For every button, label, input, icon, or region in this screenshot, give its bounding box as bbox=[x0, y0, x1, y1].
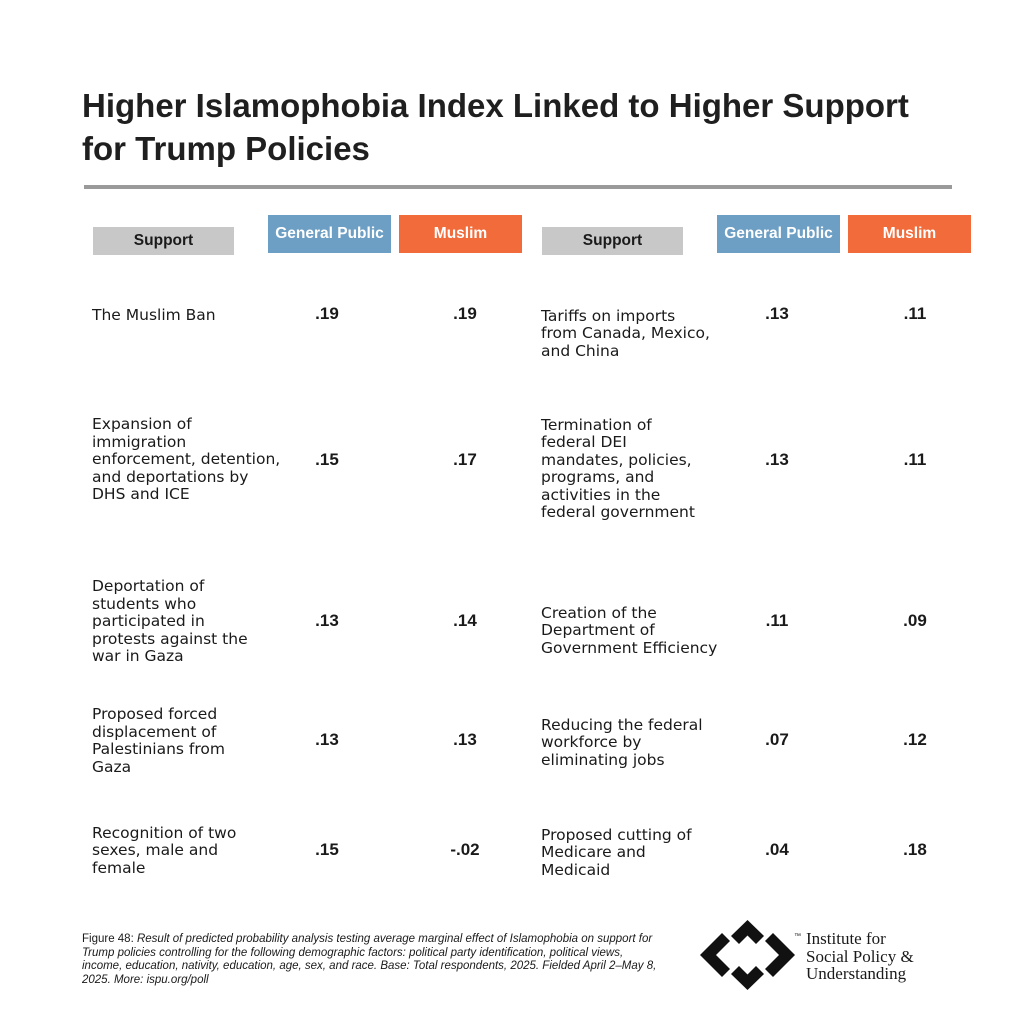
figure-caption bbox=[82, 933, 662, 987]
left-general-public-value-2: .15 bbox=[315, 450, 339, 469]
policy-label-line: Department of bbox=[541, 621, 655, 640]
policy-label-line: Reducing the federal bbox=[541, 715, 703, 734]
left-muslim-header: Muslim bbox=[399, 215, 522, 253]
policy-label-line: Government Efficiency bbox=[541, 638, 718, 657]
policy-label-line: participated in bbox=[92, 612, 205, 631]
right-general-public-value-2: .13 bbox=[765, 450, 789, 469]
left-general-public-header: General Public bbox=[268, 215, 391, 253]
title-divider bbox=[84, 185, 952, 189]
left-general-public-value-4: .13 bbox=[315, 730, 339, 749]
policy-label-line: Gaza bbox=[92, 757, 132, 776]
policy-label-line: mandates, policies, bbox=[541, 450, 692, 469]
right-policy-label-4 bbox=[541, 717, 703, 770]
chart-title-line-1: Higher Islamophobia Index Linked to Higher Support bbox=[82, 87, 909, 124]
left-policy-label-3 bbox=[92, 578, 248, 666]
trademark-symbol: ™ bbox=[794, 933, 801, 940]
right-policy-label-3 bbox=[541, 605, 717, 658]
left-muslim-value-3: .14 bbox=[453, 611, 477, 630]
right-policy-label-5 bbox=[541, 827, 692, 880]
chart-title bbox=[82, 84, 962, 170]
policy-label-line: Proposed cutting of bbox=[541, 825, 692, 844]
organization-line-2: Social Policy & bbox=[806, 946, 914, 966]
policy-label-line: programs, and bbox=[541, 468, 655, 486]
policy-label-line: eliminating jobs bbox=[541, 750, 665, 769]
policy-label-line: federal government bbox=[541, 503, 695, 521]
right-general-public-value-4: .07 bbox=[765, 730, 789, 749]
policy-label-line: sexes, male and bbox=[92, 841, 219, 860]
policy-label-line: female bbox=[92, 858, 146, 877]
policy-label-line: The Muslim Ban bbox=[92, 306, 216, 325]
organization-line-1: Institute for ™ bbox=[794, 929, 886, 948]
policy-label-line: Proposed forced bbox=[92, 705, 218, 723]
left-general-public-value-3: .13 bbox=[315, 611, 339, 630]
policy-label-line: displacement of bbox=[92, 722, 217, 741]
organization-name bbox=[794, 929, 976, 983]
policy-label-line: and deportations by bbox=[92, 467, 249, 486]
left-muslim-value-2: .17 bbox=[453, 450, 477, 469]
policy-label-line: Expansion of bbox=[92, 415, 192, 434]
left-policy-label-4 bbox=[92, 706, 225, 776]
left-muslim-value-4: .13 bbox=[453, 730, 477, 749]
policy-label-line: federal DEI bbox=[541, 433, 627, 451]
policy-label-line: Recognition of two bbox=[92, 823, 237, 842]
right-muslim-header: Muslim bbox=[848, 215, 971, 253]
right-muslim-value-3: .09 bbox=[903, 611, 927, 630]
left-general-public-value-1: .19 bbox=[315, 304, 339, 323]
policy-label-line: immigration bbox=[92, 432, 187, 451]
left-policy-label-2 bbox=[92, 416, 280, 504]
left-muslim-value-5: -.02 bbox=[450, 840, 480, 859]
right-general-public-value-3: .11 bbox=[765, 611, 789, 630]
left-general-public-value-5: .15 bbox=[315, 840, 339, 859]
policy-label-line: Medicaid bbox=[541, 860, 611, 879]
policy-label-line: enforcement, detention, bbox=[92, 450, 281, 469]
right-muslim-value-4: .12 bbox=[903, 730, 927, 749]
organization-line-3: Understanding bbox=[806, 964, 907, 983]
policy-label-line: students who bbox=[92, 594, 197, 613]
policy-label-line: war in Gaza bbox=[92, 647, 184, 666]
right-general-public-header: General Public bbox=[717, 215, 840, 253]
figure-description: Result of predicted probability analysis testing average marginal effect of Islamophobia on support for Trump policies controlling for the following demographic factors: political party identification, political views, income, education, nativity, education, age, sex, and race. Base: Total respondents, 2025. Fielded April 2–May 8, 2025. More: ispu.org/poll bbox=[82, 933, 657, 986]
left-policy-label-1 bbox=[92, 307, 216, 325]
right-policy-label-2 bbox=[541, 417, 695, 522]
policy-label-line: Palestinians from bbox=[92, 740, 225, 758]
policy-label-line: workforce by bbox=[541, 733, 642, 752]
policy-label-line: protests against the bbox=[92, 629, 248, 648]
right-muslim-value-5: .18 bbox=[903, 840, 927, 859]
policy-label-line: DHS and ICE bbox=[92, 485, 190, 504]
left-policy-label-5 bbox=[92, 825, 236, 878]
chart-title-line-2: for Trump Policies bbox=[82, 130, 370, 167]
policy-label-line: and China bbox=[541, 341, 620, 360]
right-muslim-value-2: .11 bbox=[903, 450, 927, 469]
right-general-public-value-1: .13 bbox=[765, 304, 789, 323]
policy-label-line: Deportation of bbox=[92, 577, 205, 596]
right-support-header: Support bbox=[542, 227, 683, 255]
policy-label-line: Creation of the bbox=[541, 603, 657, 622]
right-general-public-value-5: .04 bbox=[765, 840, 789, 859]
right-muslim-value-1: .11 bbox=[903, 304, 927, 323]
left-muslim-value-1: .19 bbox=[453, 304, 477, 323]
policy-label-line: Tariffs on imports bbox=[541, 306, 676, 325]
policy-label-line: Termination of bbox=[541, 415, 652, 434]
right-policy-label-1 bbox=[541, 308, 710, 361]
ispu-logo-icon bbox=[700, 920, 795, 990]
policy-label-line: Medicare and bbox=[541, 843, 646, 862]
figure-number: Figure 48: bbox=[82, 933, 134, 945]
left-support-header: Support bbox=[93, 227, 234, 255]
policy-label-line: activities in the bbox=[541, 485, 661, 504]
policy-label-line: from Canada, Mexico, bbox=[541, 324, 710, 343]
